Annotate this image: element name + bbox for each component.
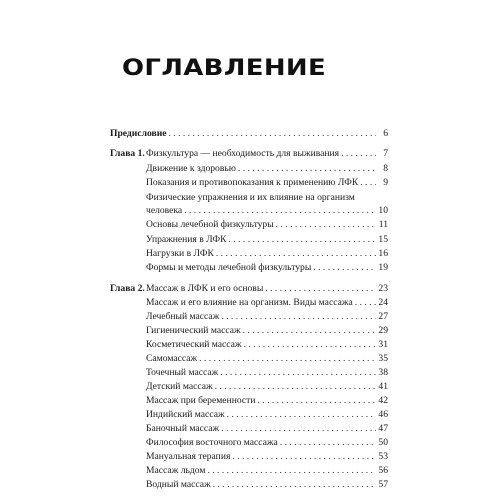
- dot-leader: [207, 465, 376, 477]
- toc-page-number: 7: [383, 148, 388, 159]
- toc-page-number: 29: [378, 325, 388, 336]
- toc-page-number: 10: [378, 205, 388, 216]
- toc-page-number: 16: [378, 248, 388, 259]
- toc-row[interactable]: [110, 353, 388, 365]
- toc-page-number: 42: [378, 395, 388, 406]
- toc-row[interactable]: [110, 381, 388, 393]
- dot-leader: [280, 437, 376, 449]
- toc-row[interactable]: [110, 339, 388, 351]
- toc-entry-title: Гигиенический массаж: [146, 325, 241, 336]
- toc-entry-title: Мануальная терапия: [146, 451, 231, 462]
- toc-page-number: 57: [378, 479, 388, 490]
- toc-row[interactable]: [110, 148, 388, 160]
- toc-row[interactable]: [110, 325, 388, 337]
- toc-entry-title-continued: человека: [146, 205, 183, 216]
- chapter-label: Глава 2.: [110, 283, 145, 294]
- dot-leader: [265, 283, 376, 295]
- dot-leader: [227, 409, 376, 421]
- toc-entry-title: Индийский массаж: [146, 409, 225, 420]
- toc-entry-title: Предисловие: [110, 128, 167, 139]
- toc-page-number: 46: [378, 409, 388, 420]
- toc-page-number: 31: [378, 339, 388, 350]
- toc-row[interactable]: [110, 248, 388, 260]
- dot-leader: [220, 367, 376, 379]
- dot-leader: [221, 423, 376, 435]
- dot-leader: [215, 381, 376, 393]
- toc-row[interactable]: [110, 297, 388, 309]
- dot-leader: [232, 451, 376, 463]
- toc-page-number: 9: [383, 177, 388, 188]
- chapter-label: Глава 1.: [110, 148, 145, 159]
- toc-page-number: 11: [378, 219, 388, 230]
- toc-row[interactable]: [110, 163, 388, 175]
- toc-entry-title: Детский массаж: [146, 381, 213, 392]
- dot-leader: [341, 148, 376, 160]
- toc-entry-title: Показания и противопоказания к применению ЛФК: [146, 177, 359, 188]
- toc-entry-title: Массаж льдом: [146, 465, 206, 476]
- toc-row[interactable]: [110, 423, 388, 435]
- page-title: ОГЛАВЛЕНИЕ: [122, 56, 327, 81]
- dot-leader: [238, 163, 376, 175]
- dot-leader: [168, 128, 376, 140]
- dot-leader: [313, 262, 376, 274]
- toc-entry-title: Баночный массаж: [146, 423, 220, 434]
- toc-row[interactable]: [110, 283, 388, 295]
- toc-page-number: 50: [378, 437, 388, 448]
- toc-page-number: 15: [378, 234, 388, 245]
- toc-page-number: 24: [378, 297, 388, 308]
- toc-entry-title: Движение к здоровью: [146, 163, 236, 174]
- toc-row[interactable]: [110, 451, 388, 463]
- toc-page-number: 19: [378, 262, 388, 273]
- toc-entry-title: Основы лечебной физкультуры: [146, 219, 274, 230]
- toc-entry-title: Формы и методы лечебной физкультуры: [146, 262, 312, 273]
- toc-page-number: 8: [383, 163, 388, 174]
- dot-leader: [184, 204, 376, 217]
- toc-row[interactable]: [110, 177, 388, 189]
- dot-leader: [221, 311, 376, 323]
- toc-page-number: 6: [383, 128, 388, 139]
- toc-entry-title: Массаж и его влияние на организм. Виды массажа: [146, 297, 353, 308]
- toc-page-number: 53: [378, 451, 388, 462]
- dot-leader: [355, 297, 376, 309]
- toc-entry-title: Точечный массаж: [146, 367, 219, 378]
- toc-row-preface[interactable]: [110, 128, 388, 140]
- toc-row[interactable]: [110, 395, 388, 407]
- toc-entry-title: Физические упражнения и их влияние на организм: [146, 192, 355, 203]
- toc-page-number: 35: [378, 353, 388, 364]
- toc-row[interactable]: [110, 437, 388, 449]
- toc-entry-title: Водный массаж: [146, 479, 211, 490]
- dot-leader: [244, 339, 376, 351]
- dot-leader: [199, 353, 376, 365]
- toc-entry-title: Косметический массаж: [146, 339, 242, 350]
- toc-entry-title: Самомассаж: [146, 353, 198, 364]
- toc-entry-title: Массаж при беременности: [146, 395, 256, 406]
- dot-leader: [257, 395, 376, 407]
- toc-entry-title: Упражнения в ЛФК: [146, 234, 227, 245]
- dot-leader: [216, 248, 376, 260]
- toc-row[interactable]: [110, 465, 388, 477]
- toc-row[interactable]: [110, 191, 388, 217]
- toc-entry-title: Массаж в ЛФК и его основы: [146, 283, 264, 294]
- toc-page-number: 38: [378, 367, 388, 378]
- toc-entry-title: Физкультура — необходимость для выживания: [146, 148, 340, 159]
- toc-row[interactable]: [110, 219, 388, 231]
- toc-page-number: 27: [378, 311, 388, 322]
- toc-entry-title: Лечебный массаж: [146, 311, 220, 322]
- toc-entry-title: Нагрузки в ЛФК: [146, 248, 214, 259]
- toc-row[interactable]: [110, 479, 388, 491]
- toc-page-number: 41: [378, 381, 388, 392]
- toc-row[interactable]: [110, 311, 388, 323]
- dot-leader: [276, 219, 376, 231]
- toc-row[interactable]: [110, 234, 388, 246]
- dot-leader: [213, 479, 376, 491]
- toc-page-number: 47: [378, 423, 388, 434]
- dot-leader: [243, 325, 376, 337]
- toc-page-number: 23: [378, 283, 388, 294]
- toc-page-number: 56: [378, 465, 388, 476]
- dot-leader: [229, 234, 376, 246]
- toc-row[interactable]: [110, 262, 388, 274]
- toc-entry-title: Философия восточного массажа: [146, 437, 278, 448]
- dot-leader: [360, 177, 376, 189]
- toc-row[interactable]: [110, 367, 388, 379]
- toc-row[interactable]: [110, 409, 388, 421]
